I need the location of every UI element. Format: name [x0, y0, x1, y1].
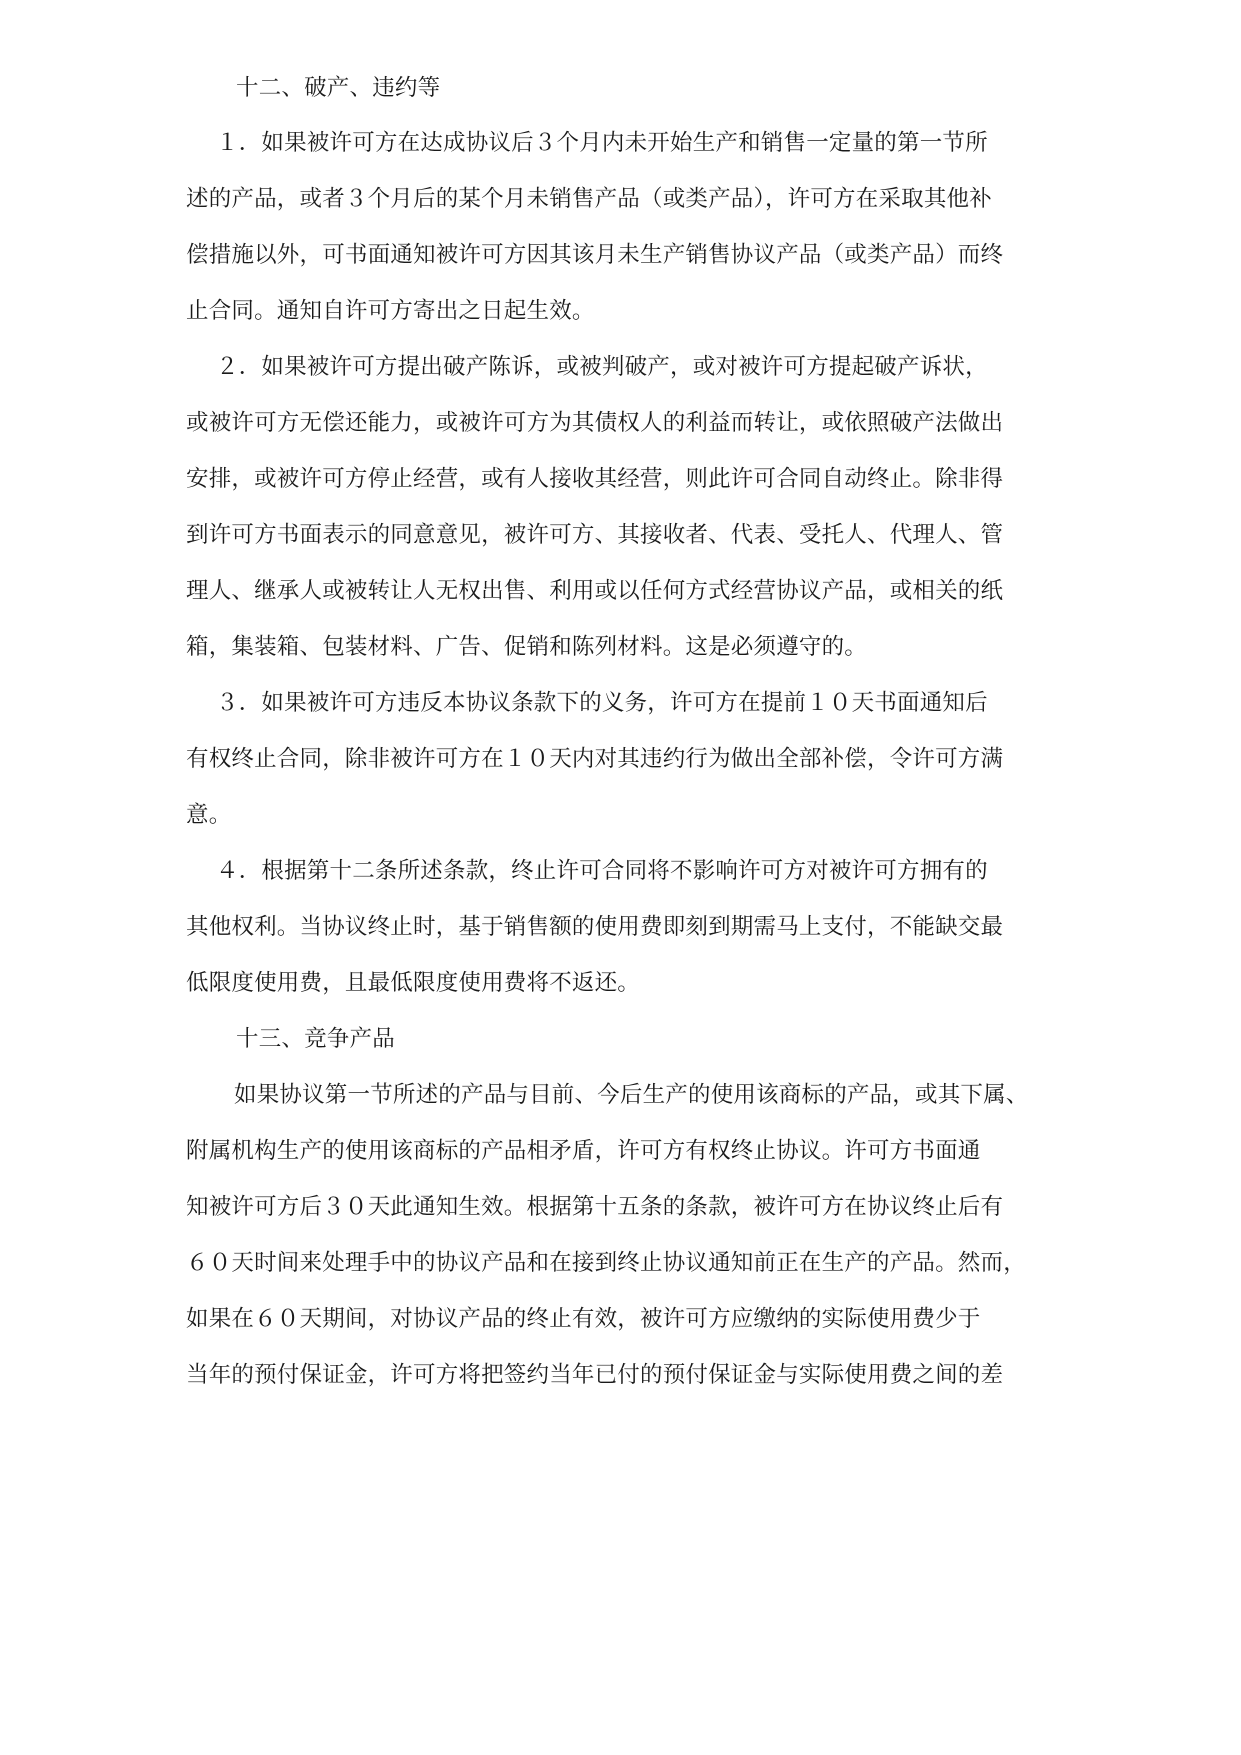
clause-3-line-3: 意。: [186, 802, 232, 828]
clause-2-line-5: 理人、继承人或被转让人无权出售、利用或以任何方式经营协议产品，或相关的纸: [186, 578, 1004, 604]
clause-2-line-1: ２．如果被许可方提出破产陈诉，或被判破产，或对被许可方提起破产诉状，: [216, 354, 988, 380]
clause-2-line-3: 安排，或被许可方停止经营，或有人接收其经营，则此许可合同自动终止。除非得: [186, 466, 1004, 492]
section-13-line-4: ６０天时间来处理手中的协议产品和在接到终止协议通知前正在生产的产品。然而，: [186, 1250, 1026, 1276]
section-13-heading: 十三、竞争产品: [236, 1026, 395, 1052]
clause-1-line-1: １．如果被许可方在达成协议后３个月内未开始生产和销售一定量的第一节所: [216, 130, 988, 156]
clause-1-line-3: 偿措施以外，可书面通知被许可方因其该月未生产销售协议产品（或类产品）而终: [186, 242, 1004, 268]
section-12-heading: 十二、破产、违约等: [236, 75, 441, 101]
clause-2-line-6: 箱，集装箱、包装材料、广告、促销和陈列材料。这是必须遵守的。: [186, 634, 868, 660]
clause-2-line-4: 到许可方书面表示的同意意见，被许可方、其接收者、代表、受托人、代理人、管: [186, 522, 1004, 548]
clause-1-line-4: 止合同。通知自许可方寄出之日起生效。: [186, 298, 595, 324]
section-13-line-6: 当年的预付保证金，许可方将把签约当年已付的预付保证金与实际使用费之间的差: [186, 1362, 1004, 1388]
clause-4-line-3: 低限度使用费，且最低限度使用费将不返还。: [186, 970, 641, 996]
section-13-line-5: 如果在６０天期间，对协议产品的终止有效，被许可方应缴纳的实际使用费少于: [186, 1306, 981, 1332]
section-13-line-1: 如果协议第一节所述的产品与目前、今后生产的使用该商标的产品，或其下属、: [234, 1082, 1029, 1108]
clause-3-line-2: 有权终止合同，除非被许可方在１０天内对其违约行为做出全部补偿，令许可方满: [186, 746, 1004, 772]
clause-2-line-2: 或被许可方无偿还能力，或被许可方为其债权人的利益而转让，或依照破产法做出: [186, 410, 1004, 436]
clause-3-line-1: ３．如果被许可方违反本协议条款下的义务，许可方在提前１０天书面通知后: [216, 690, 988, 716]
clause-4-line-2: 其他权利。当协议终止时，基于销售额的使用费即刻到期需马上支付，不能缺交最: [186, 914, 1004, 940]
section-13-line-2: 附属机构生产的使用该商标的产品相矛盾，许可方有权终止协议。许可方书面通: [186, 1138, 981, 1164]
clause-1-line-2: 述的产品，或者３个月后的某个月未销售产品（或类产品），许可方在采取其他补: [186, 186, 992, 212]
clause-4-line-1: ４．根据第十二条所述条款，终止许可合同将不影响许可方对被许可方拥有的: [216, 858, 988, 884]
section-13-line-3: 知被许可方后３０天此通知生效。根据第十五条的条款，被许可方在协议终止后有: [186, 1194, 1004, 1220]
